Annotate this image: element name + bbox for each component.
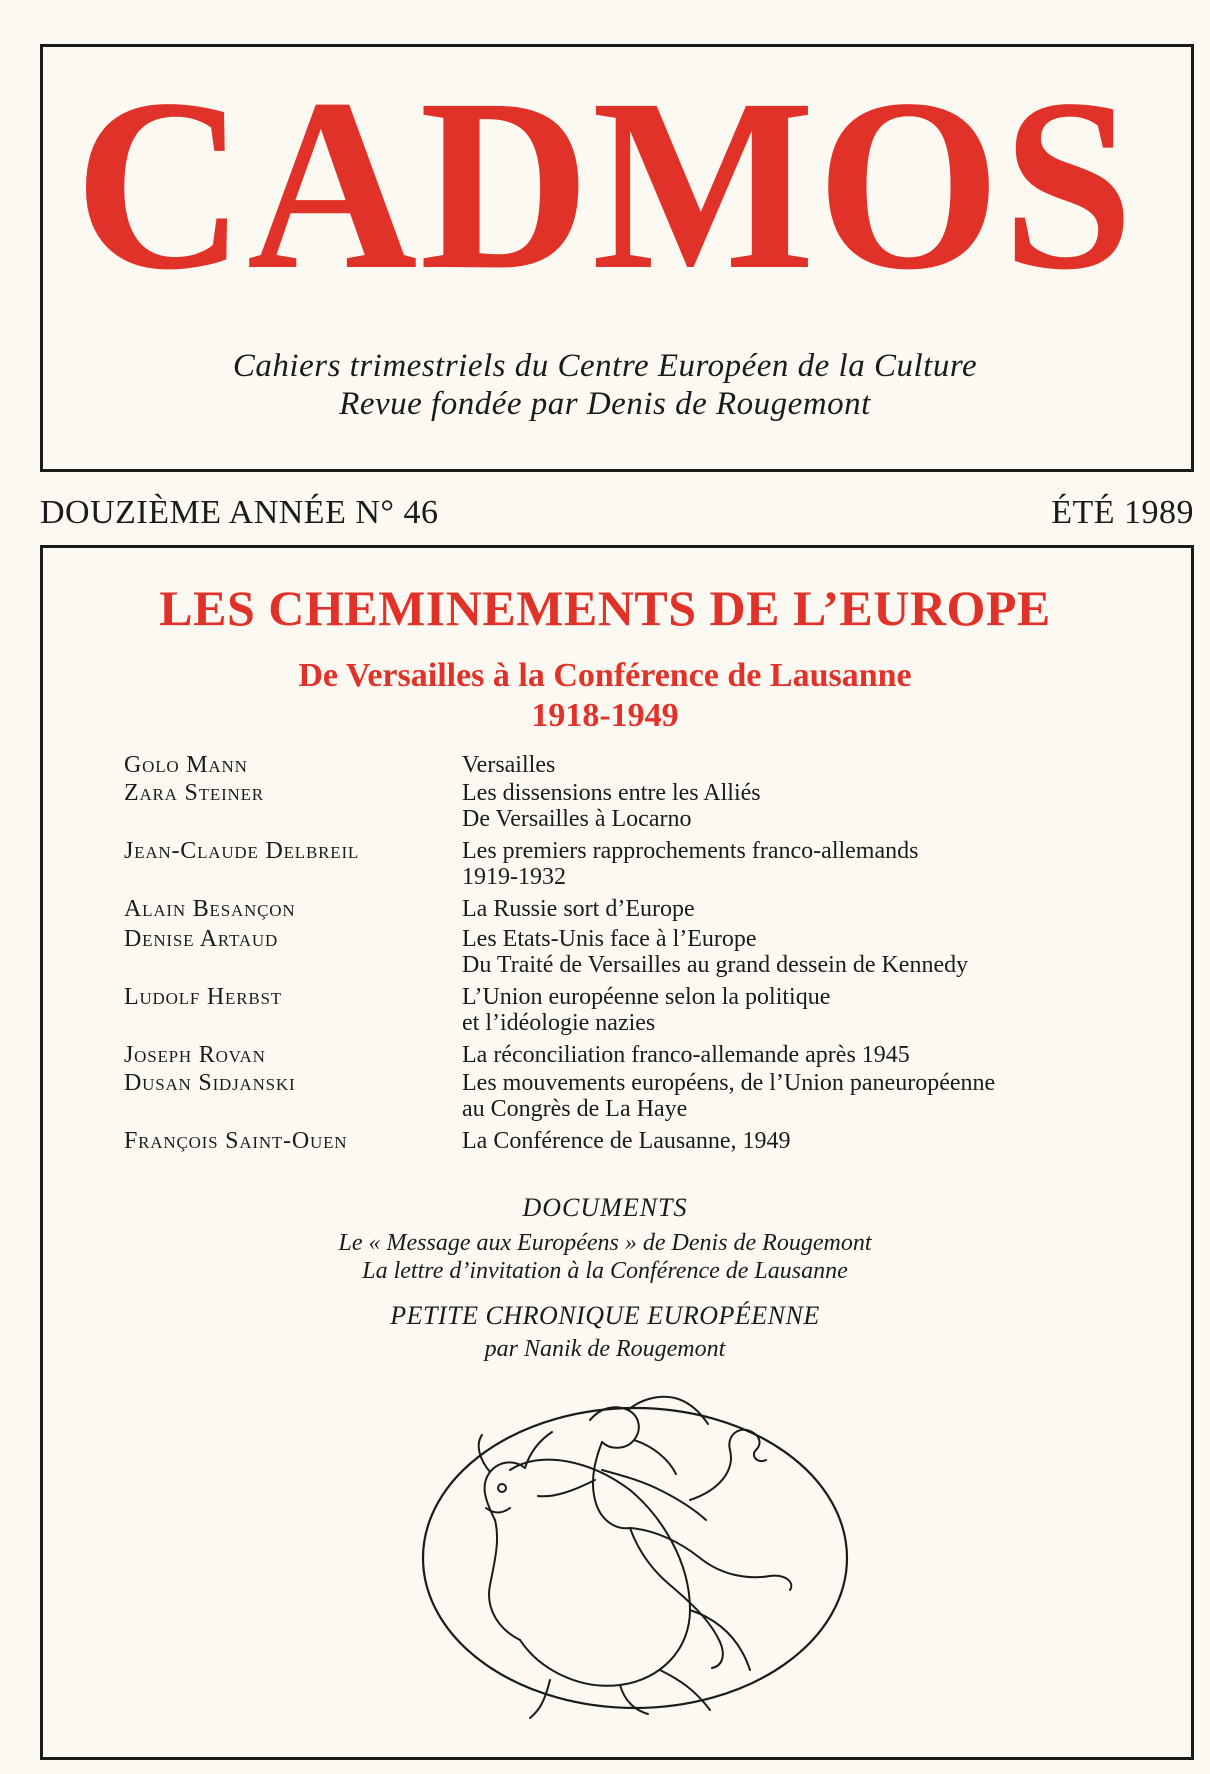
toc-title-line: Les Etats-Unis face à l’Europe — [462, 926, 757, 952]
toc-entry — [124, 896, 1124, 922]
europa-and-the-bull-illustration — [390, 1380, 890, 1730]
toc-author: Golo Mann — [124, 752, 248, 778]
toc-entry — [124, 780, 1124, 832]
toc-author: Alain Besançon — [124, 896, 296, 922]
toc-author: Dusan Sidjanski — [124, 1070, 296, 1096]
toc-title-line: La Russie sort d’Europe — [462, 896, 695, 922]
table-of-contents — [124, 752, 1124, 1154]
theme-title: LES CHEMINEMENTS DE L’EUROPE — [159, 580, 1051, 636]
toc-article-title — [462, 1042, 1124, 1068]
toc-article-title — [462, 926, 1124, 978]
toc-author: Denise Artaud — [124, 926, 279, 952]
chronique-byline: par Nanik de Rougemont — [484, 1336, 726, 1362]
toc-article-title — [462, 838, 1124, 890]
issue-volume: DOUZIÈME ANNÉE N° 46 — [40, 494, 439, 531]
documents-item: La lettre d’invitation à la Conférence de Lausanne — [362, 1258, 848, 1284]
toc-entry — [124, 984, 1124, 1036]
toc-title-line: La Conférence de Lausanne, 1949 — [462, 1128, 791, 1154]
theme-years: 1918-1949 — [531, 697, 679, 734]
toc-author: Jean-Claude Delbreil — [124, 838, 360, 864]
toc-author: Zara Steiner — [124, 780, 264, 806]
toc-entry — [124, 1128, 1124, 1154]
documents-item: Le « Message aux Européens » de Denis de Rougemont — [338, 1230, 872, 1256]
toc-title-line: au Congrès de La Haye — [462, 1096, 688, 1122]
masthead-subtitle-line1: Cahiers trimestriels du Centre Européen de la Culture — [232, 348, 978, 384]
toc-title-line: La réconciliation franco-allemande après 1945 — [462, 1042, 910, 1068]
issue-season: ÉTÉ 1989 — [1051, 494, 1194, 531]
toc-article-title — [462, 984, 1124, 1036]
toc-article-title — [462, 896, 1124, 922]
toc-article-title — [462, 780, 1124, 832]
toc-article-title — [462, 1128, 1124, 1154]
toc-author: François Saint-Ouen — [124, 1128, 348, 1154]
chronique-heading: PETITE CHRONIQUE EUROPÉENNE — [390, 1301, 820, 1330]
toc-title-line: De Versailles à Locarno — [462, 806, 692, 832]
toc-author: Joseph Rovan — [124, 1042, 266, 1068]
toc-title-line: Les dissensions entre les Alliés — [462, 780, 761, 806]
toc-title-line: Les premiers rapprochements franco-allemands — [462, 838, 919, 864]
theme-subtitle: De Versailles à la Conférence de Lausanne — [298, 657, 912, 694]
toc-title-line: Du Traité de Versailles au grand dessein de Kennedy — [462, 952, 969, 978]
toc-entry — [124, 838, 1124, 890]
toc-title-line: Versailles — [462, 752, 556, 778]
masthead-title: CADMOS — [74, 49, 1136, 321]
toc-entry — [124, 752, 1124, 778]
masthead-subtitle-line2: Revue fondée par Denis de Rougemont — [339, 386, 871, 422]
toc-entry — [124, 1070, 1124, 1122]
issue-info-row — [40, 492, 1194, 534]
toc-article-title — [462, 752, 1124, 778]
toc-title-line: L’Union européenne selon la politique — [462, 984, 831, 1010]
toc-title-line: et l’idéologie nazies — [462, 1010, 656, 1036]
toc-title-line: Les mouvements européens, de l’Union paneuropéenne — [462, 1070, 996, 1096]
toc-entry — [124, 926, 1124, 978]
documents-heading: DOCUMENTS — [522, 1193, 688, 1222]
toc-author: Ludolf Herbst — [124, 984, 282, 1010]
toc-entry — [124, 1042, 1124, 1068]
toc-article-title — [462, 1070, 1124, 1122]
toc-title-line: 1919-1932 — [462, 864, 566, 890]
